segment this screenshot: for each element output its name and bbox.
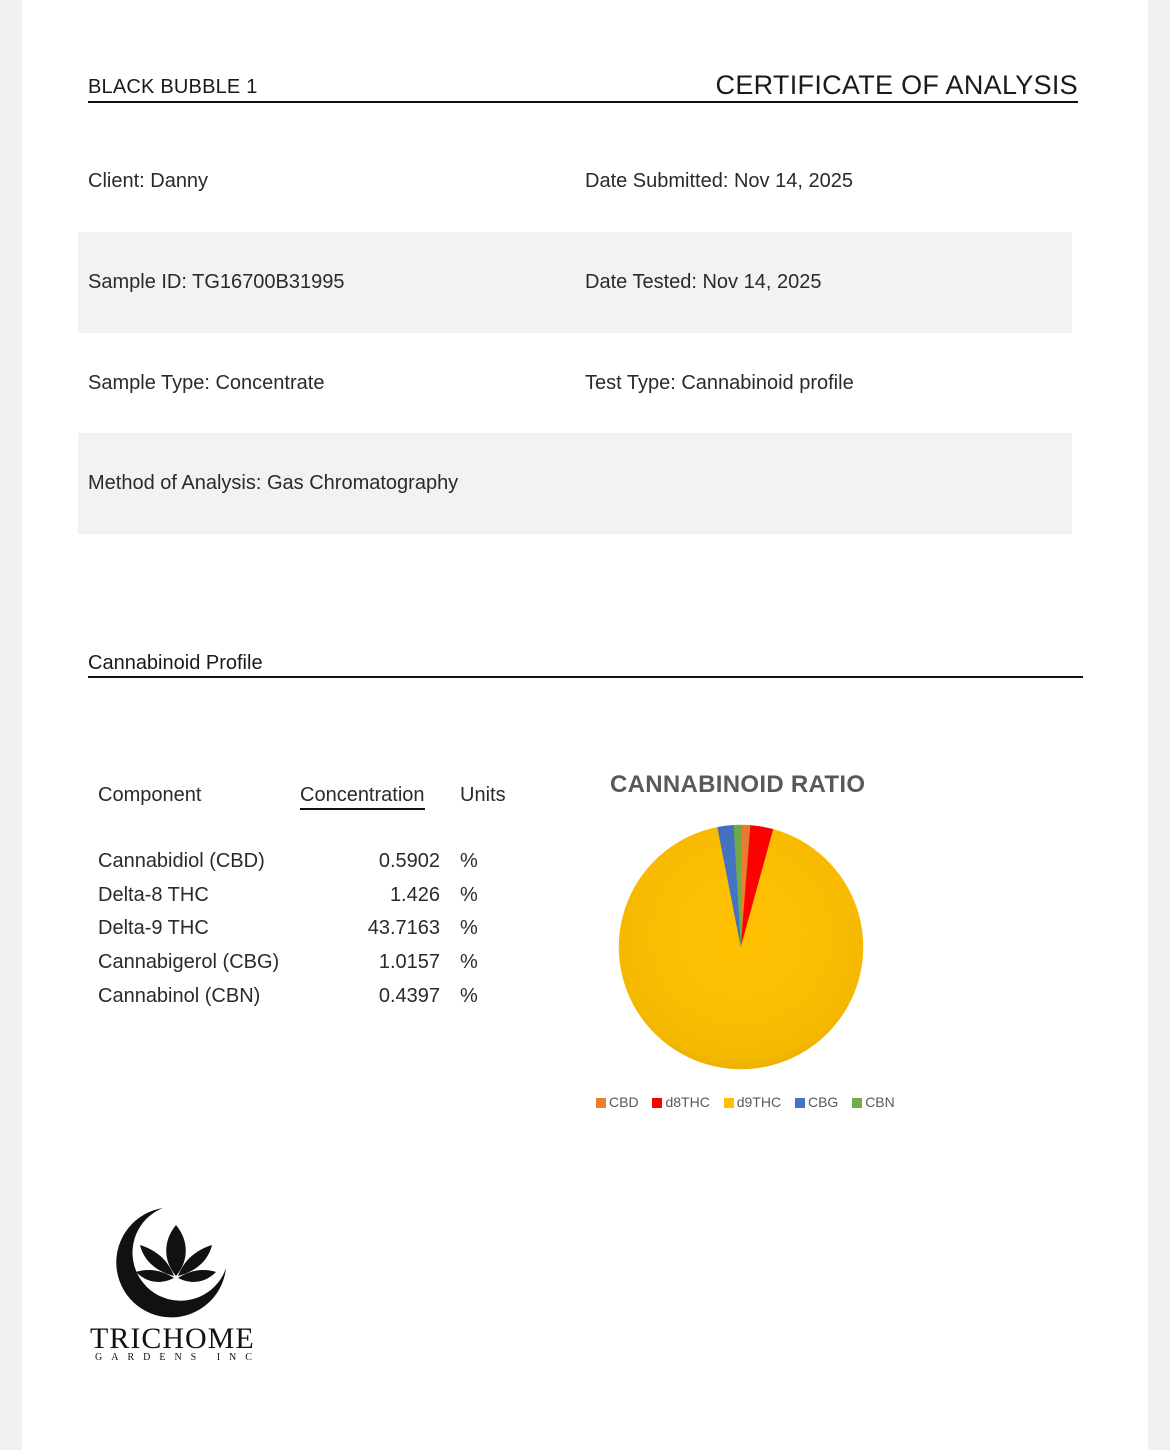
info-row-sample-id [78, 232, 1072, 333]
row-component: Delta-8 THC [98, 884, 209, 906]
row-units: % [460, 850, 478, 872]
row-concentration: 0.4397 [378, 985, 440, 1007]
row-component: Cannabigerol (CBG) [98, 951, 280, 973]
date-tested-field: Date Tested: Nov 14, 2025 [585, 271, 822, 293]
section-title: Cannabinoid Profile [88, 652, 263, 674]
legend-swatch [596, 1098, 606, 1108]
row-concentration: 43.7163 [367, 917, 440, 939]
row-component: Delta-9 THC [98, 917, 209, 939]
legend-swatch [652, 1098, 662, 1108]
logo-subtitle: GARDENS INC [95, 1352, 261, 1363]
method-field: Method of Analysis: Gas Chromatography [88, 472, 459, 494]
section-header [88, 651, 1083, 678]
cannabinoid-pie-chart [610, 818, 872, 1080]
legend-label: d8THC [665, 1094, 710, 1110]
legend-item [724, 1094, 781, 1110]
row-concentration: 0.5902 [378, 850, 440, 872]
document-title: CERTIFICATE OF ANALYSIS [715, 70, 1078, 100]
info-row-client [78, 131, 1072, 232]
legend-item [652, 1094, 709, 1110]
legend-label: CBG [807, 1094, 839, 1110]
row-units: % [460, 884, 478, 906]
column-header-concentration: Concentration [300, 784, 425, 810]
legend-label: CBD [609, 1094, 639, 1110]
document-header [88, 70, 1078, 103]
legend-swatch [724, 1098, 734, 1108]
row-concentration: 1.0157 [378, 951, 440, 973]
column-header-component: Component [98, 784, 202, 806]
logo-name: TRICHOME [90, 1322, 255, 1355]
info-row-method [78, 433, 1072, 534]
product-name: BLACK BUBBLE 1 [88, 76, 258, 98]
legend-item [596, 1094, 639, 1110]
legend-swatch [795, 1098, 805, 1108]
legend-label: d9THC [736, 1094, 782, 1110]
row-component: Cannabidiol (CBD) [98, 850, 265, 872]
row-units: % [460, 951, 478, 973]
legend-swatch [852, 1098, 862, 1108]
row-units: % [460, 917, 478, 939]
row-units: % [460, 985, 478, 1007]
chart-legend [596, 1094, 905, 1110]
chart-title: CANNABINOID RATIO [610, 771, 866, 798]
test-type-field: Test Type: Cannabinoid profile [585, 372, 854, 394]
client-field: Client: Danny [88, 170, 209, 192]
date-submitted-field: Date Submitted: Nov 14, 2025 [585, 170, 853, 192]
row-component: Cannabinol (CBN) [98, 985, 261, 1007]
sample-type-field: Sample Type: Concentrate [88, 372, 325, 394]
info-row-sample-type [78, 333, 1072, 434]
sample-id-field: Sample ID: TG16700B31995 [88, 271, 345, 293]
column-header-units: Units [460, 784, 506, 806]
row-concentration: 1.426 [389, 884, 440, 906]
legend-item [795, 1094, 838, 1110]
legend-label: CBN [865, 1094, 895, 1110]
legend-item [852, 1094, 895, 1110]
